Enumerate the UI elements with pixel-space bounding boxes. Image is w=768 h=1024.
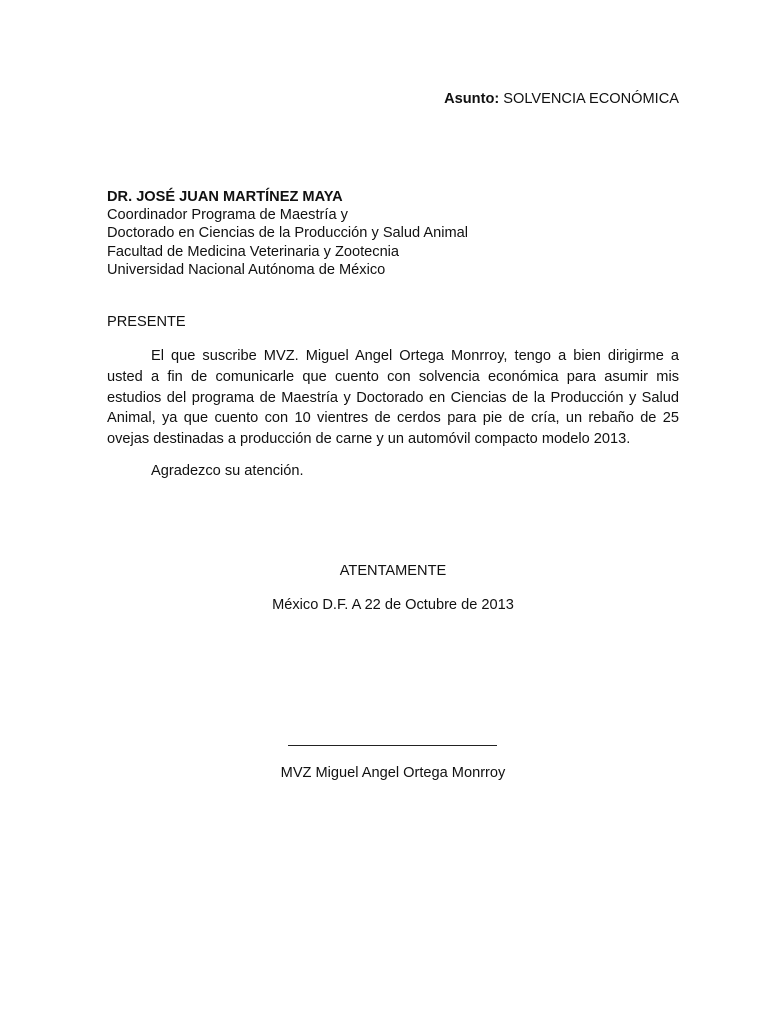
signer-name: MVZ Miguel Angel Ortega Monrroy <box>280 765 506 781</box>
body-paragraph: El que suscribe MVZ. Miguel Angel Ortega Monrroy, tengo a bien dirigirme a usted a fin de comunicarle que cuento con solvencia económica para asumir mis estudios del programa de Maestría y Doctorado en Ciencias de la Producción y Salud Animal, ya que cuento con 10 vientres de cerdos para pie de cría, un rebaño de 25 ovejas destinadas a producción de carne y un automóvil compacto modelo 2013. <box>107 348 679 448</box>
recipient-university-line: Universidad Nacional Autónoma de México <box>107 261 386 278</box>
recipient-program-line: Doctorado en Ciencias de la Producción y Salud Animal <box>107 225 468 242</box>
subject-value: SOLVENCIA ECONÓMICA <box>503 91 679 107</box>
subject-line <box>444 91 679 107</box>
recipient-block <box>107 188 468 279</box>
thanks-paragraph: Agradezco su atención. <box>151 463 304 479</box>
signature-line <box>288 745 497 746</box>
recipient-name: DR. JOSÉ JUAN MARTÍNEZ MAYA <box>107 189 343 205</box>
recipient-title-line: Coordinador Programa de Maestría y <box>107 207 348 224</box>
subject-label: Asunto: <box>444 91 500 107</box>
greeting: PRESENTE <box>107 314 186 330</box>
recipient-faculty-line: Facultad de Medicina Veterinaria y Zootecnia <box>107 243 400 260</box>
closing: ATENTAMENTE <box>339 563 447 579</box>
place-date: México D.F. A 22 de Octubre de 2013 <box>272 597 514 613</box>
